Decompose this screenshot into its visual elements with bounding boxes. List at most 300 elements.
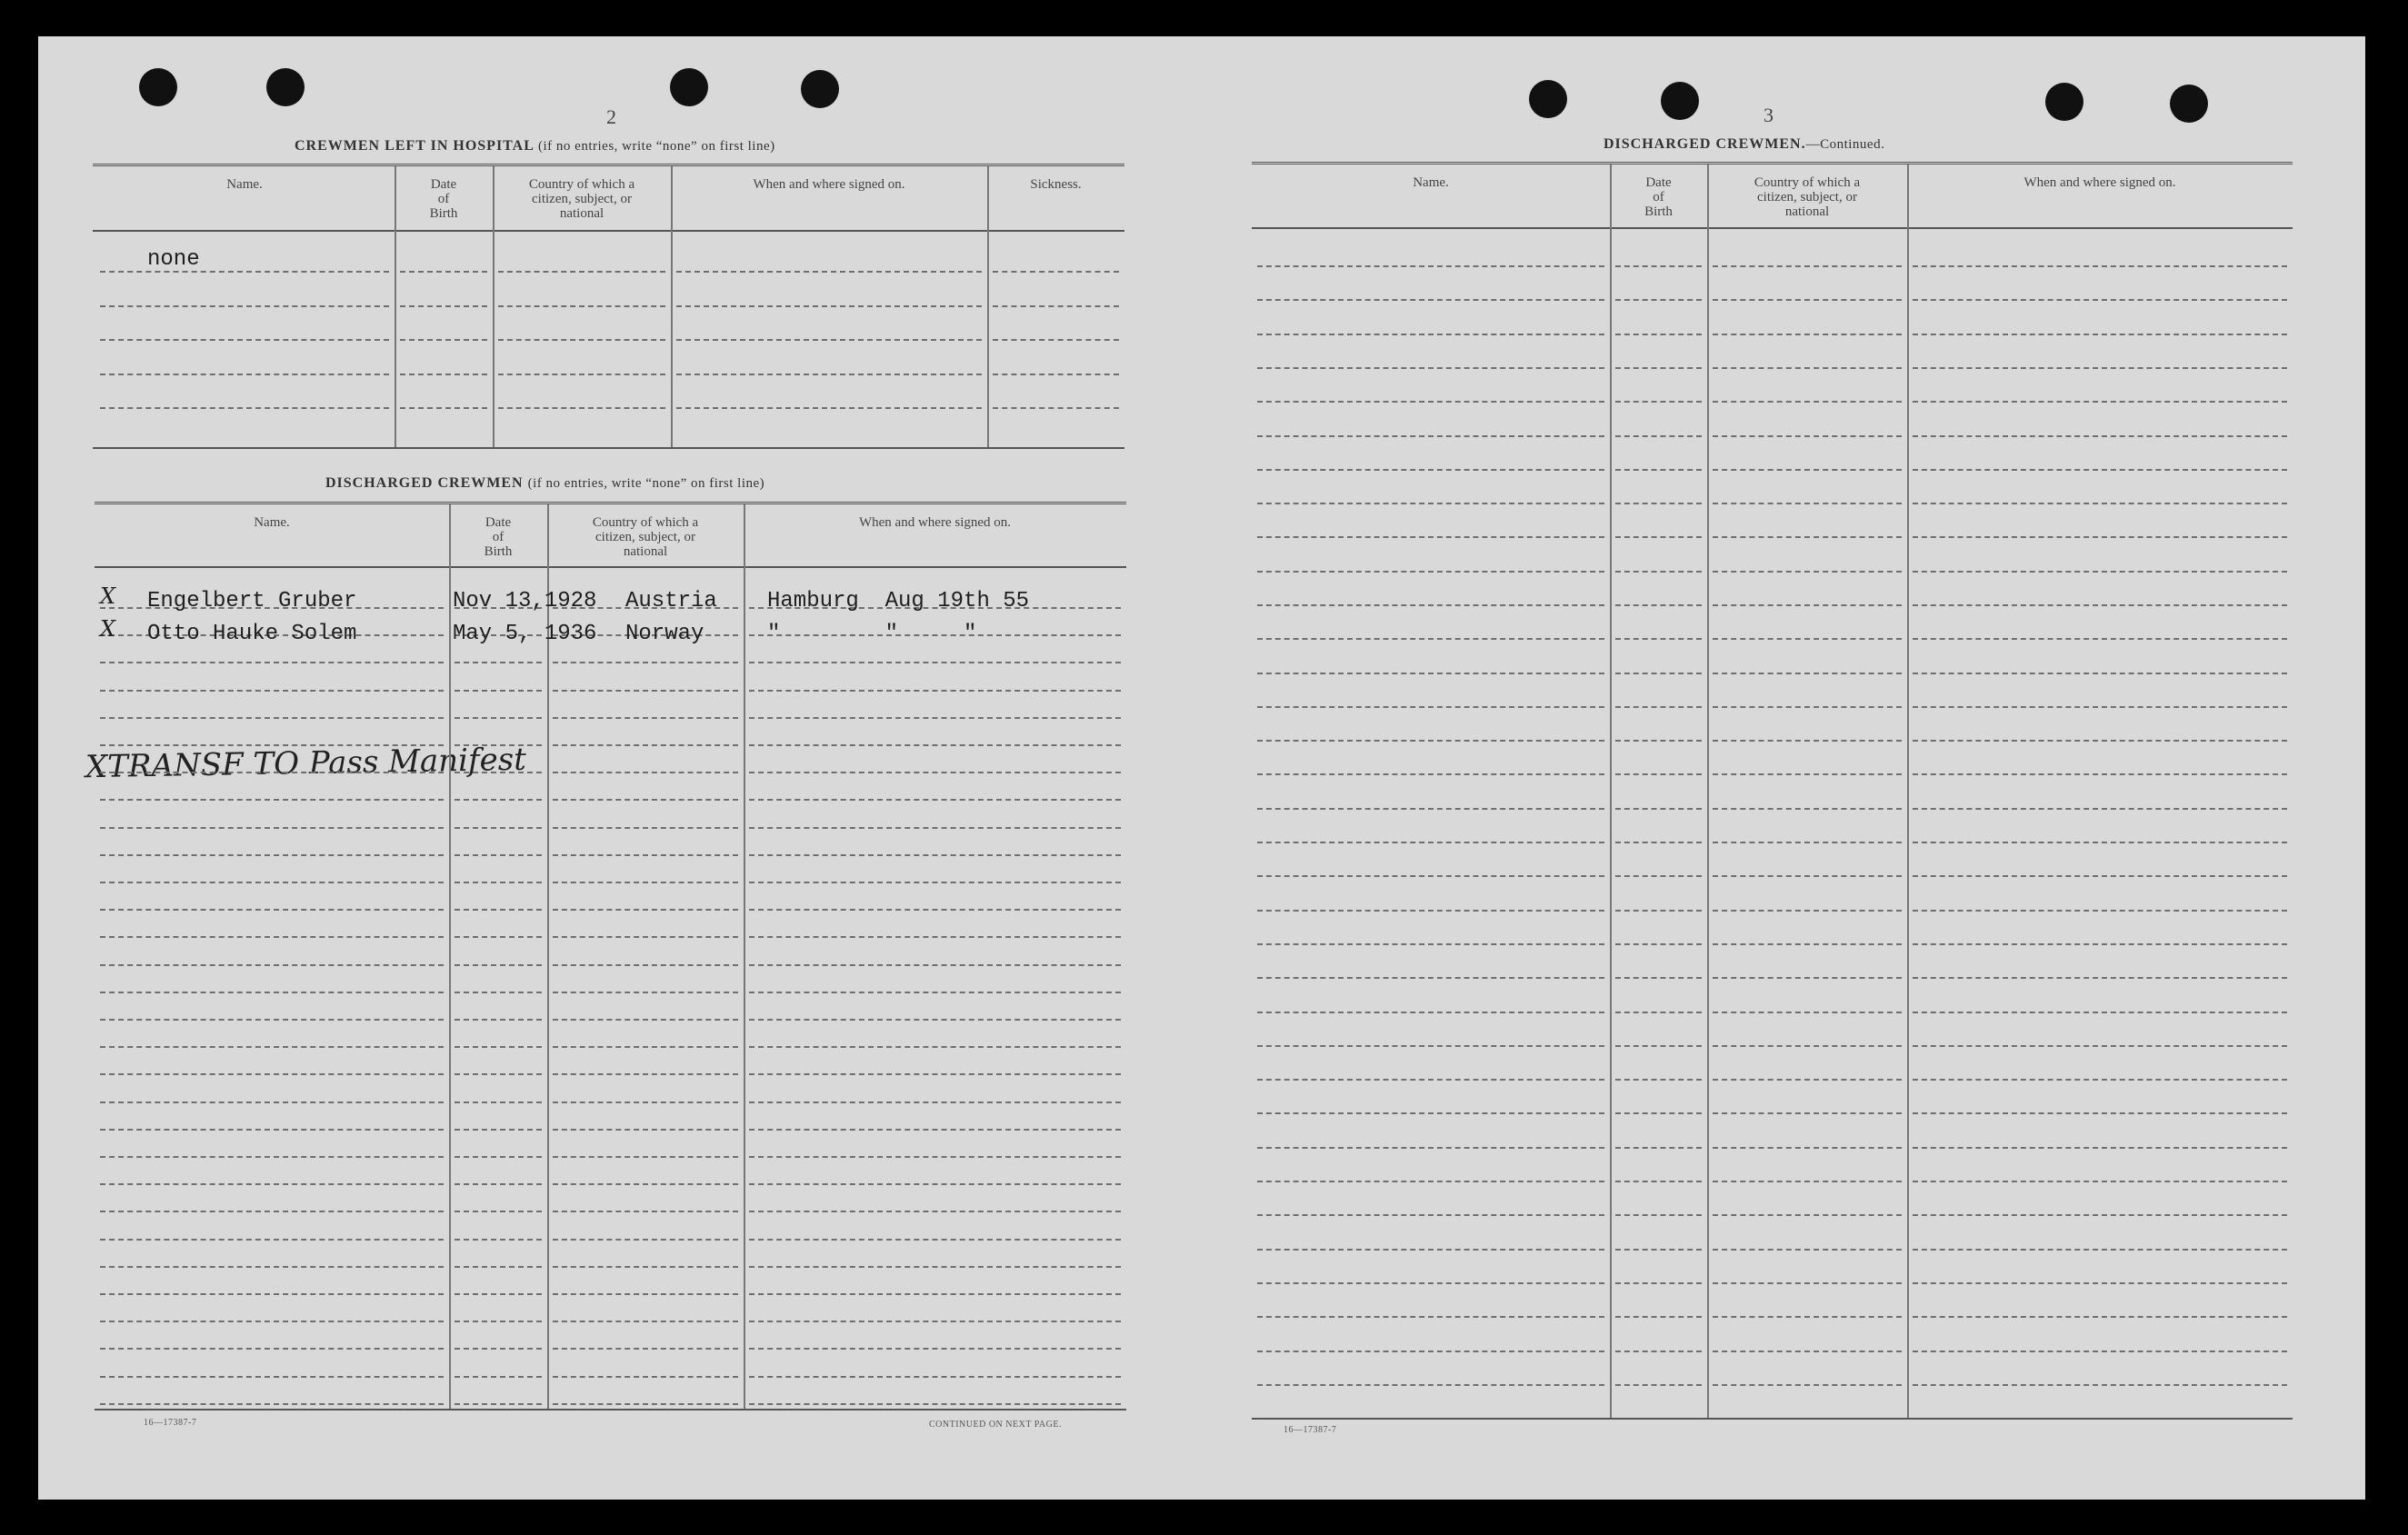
punch-hole [1529,80,1567,118]
ruled-line [1615,943,1702,945]
ruled-line [1713,706,1902,708]
ruled-line [1615,604,1702,606]
ruled-line [1257,1351,1604,1352]
ruled-line [1615,1384,1702,1386]
ruled-line [749,1403,1121,1405]
crew-name: Engelbert Gruber [147,589,357,613]
ruled-line [1257,1249,1604,1251]
ruled-line [749,827,1121,829]
ruled-line [749,1156,1121,1158]
ruled-line [1713,571,1902,573]
ruled-line [553,799,738,801]
hospital-entry-none: none [147,247,200,272]
ruled-line [455,936,542,938]
ruled-line [553,772,738,773]
ruled-line [1257,773,1604,775]
ruled-line [400,374,487,375]
ruled-line [749,662,1121,663]
ruled-line [1615,1282,1702,1284]
ruled-line [1615,842,1702,843]
column-divider [449,504,451,1409]
crew-name: Otto Hauke Solem [147,622,357,646]
ruled-line [676,339,982,341]
ruled-line [1713,1079,1902,1081]
ruled-line [1713,435,1902,437]
ruled-line [1615,1181,1702,1182]
column-header: Sickness. [1030,177,1082,192]
punch-hole [2045,83,2083,121]
ruled-line [749,1321,1121,1322]
discharged-section-title [325,475,764,492]
ruled-line [100,854,444,856]
ruled-line [749,909,1121,911]
ruled-line [1615,536,1702,538]
table-bottom-rule [1252,1418,2293,1420]
ruled-line [1713,943,1902,945]
punch-hole [2170,85,2208,123]
ruled-line [553,992,738,993]
crew-date-of-birth: Nov 13,1928 [453,589,597,613]
ruled-line [553,744,738,746]
ruled-line [1257,1181,1604,1182]
ruled-line [100,662,444,663]
ruled-line [100,772,444,773]
ruled-line [400,305,487,307]
ruled-line [1257,1147,1604,1149]
ruled-line [1257,571,1604,573]
continued-note: CONTINUED ON NEXT PAGE. [929,1420,1062,1430]
header-bottom-rule [95,566,1126,568]
ruled-line [553,1321,738,1322]
ruled-line [1257,638,1604,640]
ruled-line [100,717,444,719]
ruled-line [455,1321,542,1322]
ruled-line [455,854,542,856]
ruled-line [553,1073,738,1075]
ruled-line [553,1019,738,1021]
ruled-line [553,662,738,663]
ruled-line [100,992,444,993]
ruled-line [1913,910,2287,912]
ruled-line [455,1211,542,1212]
ruled-line [1913,773,2287,775]
ruled-line [749,964,1121,966]
ruled-line [455,662,542,663]
ruled-line [1257,875,1604,877]
ruled-line [100,271,389,273]
ruled-line [1615,299,1702,301]
ruled-line [1713,977,1902,979]
ruled-line [1257,1316,1604,1318]
ruled-line [553,882,738,883]
ruled-line [553,1348,738,1350]
ruled-line [455,964,542,966]
ruled-line [455,827,542,829]
column-header: Country of which a citizen, subject, or national [528,177,635,221]
ruled-line [993,339,1119,341]
ruled-line [1713,773,1902,775]
ruled-line [1713,1147,1902,1149]
ruled-line [1713,1112,1902,1114]
ruled-line [1913,1045,2287,1047]
ruled-line [749,936,1121,938]
ruled-line [100,1211,444,1212]
continued-suffix: —Continued. [1805,137,1885,152]
ruled-line [1257,1214,1604,1216]
ruled-line [1713,1249,1902,1251]
ruled-line [553,827,738,829]
ruled-line [1257,1012,1604,1013]
ruled-line [1615,706,1702,708]
ruled-line [553,1211,738,1212]
ruled-line [1615,638,1702,640]
ruled-line [1713,265,1902,267]
ruled-line [749,1239,1121,1241]
ruled-line [1615,1214,1702,1216]
ruled-line [498,271,665,273]
ruled-line [553,1129,738,1131]
ruled-line [1257,673,1604,674]
ruled-line [400,339,487,341]
ruled-line [100,799,444,801]
ruled-line [553,1156,738,1158]
ruled-line [1257,1079,1604,1081]
ruled-line [1257,536,1604,538]
ruled-line [1713,334,1902,335]
ruled-line [749,1183,1121,1185]
ruled-line [1913,1147,2287,1149]
ruled-line [100,1266,444,1268]
ruled-line [100,1101,444,1103]
ruled-line [553,1376,738,1378]
table-top-rule [1252,162,2293,164]
ruled-line [455,882,542,883]
ruled-line [1615,401,1702,403]
column-header: Name. [226,177,263,192]
ruled-line [1615,1012,1702,1013]
ruled-line [400,271,487,273]
ruled-line [455,1046,542,1048]
ruled-line [749,717,1121,719]
ruled-line [1713,536,1902,538]
ruled-line [100,964,444,966]
hospital-title: CREWMEN LEFT IN HOSPITAL [295,138,535,154]
ruled-line [400,407,487,409]
ruled-line [1615,1351,1702,1352]
ruled-line [553,1293,738,1295]
ruled-line [100,1376,444,1378]
ruled-line [1913,1351,2287,1352]
ruled-line [1713,1045,1902,1047]
ruled-line [455,1019,542,1021]
ruled-line [1615,808,1702,810]
ruled-line [100,744,444,746]
handwritten-transfer-note: XTRANSF TO Pass Manifest [85,741,527,786]
ruled-line [1713,367,1902,369]
ruled-line [100,827,444,829]
ruled-line [1257,1112,1604,1114]
ruled-line [749,744,1121,746]
ruled-line [1615,910,1702,912]
ruled-line [100,1321,444,1322]
crew-country: Austria [625,589,717,613]
ruled-line [100,1239,444,1241]
punch-hole [801,70,839,108]
ruled-line [1713,1282,1902,1284]
ruled-line [1713,875,1902,877]
ruled-line [993,305,1119,307]
ruled-line [1257,469,1604,471]
ruled-line [100,936,444,938]
ruled-line [1713,1316,1902,1318]
ruled-line [1257,706,1604,708]
table-top-rule [93,164,1124,166]
form-number: 16—17387-7 [144,1418,197,1428]
ruled-line [1257,910,1604,912]
ruled-line [749,854,1121,856]
ruled-line [553,854,738,856]
ruled-line [749,1019,1121,1021]
ruled-line [676,374,982,375]
ruled-line [100,1156,444,1158]
ruled-line [1713,299,1902,301]
ruled-line [455,717,542,719]
ruled-line [455,909,542,911]
ruled-line [1913,1384,2287,1386]
ruled-line [498,407,665,409]
ruled-line [1615,469,1702,471]
ruled-line [1913,1282,2287,1284]
ruled-line [676,305,982,307]
ruled-line [1713,503,1902,504]
ruled-line [455,1293,542,1295]
ruled-line [100,1046,444,1048]
ruled-line [100,1403,444,1405]
ruled-line [1913,367,2287,369]
ruled-line [1913,604,2287,606]
form-number: 16—17387-7 [1284,1425,1337,1435]
ruled-line [100,407,389,409]
ruled-line [1713,910,1902,912]
strike-mark: X [100,616,116,642]
ruled-line [1257,299,1604,301]
ruled-line [993,407,1119,409]
ruled-line [100,909,444,911]
hospital-note: (if no entries, write “none” on first line) [538,139,775,154]
column-header: Country of which a citizen, subject, or national [1754,175,1861,219]
punch-hole [670,68,708,106]
ruled-line [1913,673,2287,674]
ruled-line [1615,367,1702,369]
ruled-line [498,305,665,307]
ruled-line [749,1101,1121,1103]
discharged-continued-title [1604,136,1884,153]
column-divider [671,166,673,447]
ruled-line [1713,842,1902,843]
table-top-rule [95,502,1126,504]
page-number: 2 [606,105,616,128]
ruled-line [1257,1384,1604,1386]
discharged-title: DISCHARGED CREWMEN [325,475,524,491]
ruled-line [1913,977,2287,979]
ruled-line [498,339,665,341]
ruled-line [1615,265,1702,267]
ruled-line [676,407,982,409]
ruled-line [1913,1112,2287,1114]
ruled-line [553,936,738,938]
ruled-line [993,374,1119,375]
ruled-line [100,1293,444,1295]
ruled-line [1913,1181,2287,1182]
ruled-line [1713,808,1902,810]
ruled-line [1257,604,1604,606]
ruled-line [1713,1012,1902,1013]
ruled-line [1713,604,1902,606]
ruled-line [1615,334,1702,335]
ruled-line [1615,740,1702,742]
crew-country: Norway [625,622,704,646]
ruled-line [100,1129,444,1131]
ruled-line [1615,1112,1702,1114]
manifest-sheet [38,36,2365,1500]
ruled-line [749,1211,1121,1212]
ruled-line [1913,571,2287,573]
ruled-line [1913,875,2287,877]
ruled-line [100,1348,444,1350]
ruled-line [1615,1249,1702,1251]
column-header: Name. [1413,175,1449,190]
column-header: When and where signed on. [753,177,905,192]
ruled-line [1615,1316,1702,1318]
ruled-line [1913,503,2287,504]
ruled-line [100,690,444,692]
ruled-line [553,1183,738,1185]
ruled-line [749,1293,1121,1295]
ruled-line [455,1266,542,1268]
ruled-line [1615,875,1702,877]
ruled-line [1257,265,1604,267]
ruled-line [749,1266,1121,1268]
ruled-line [1913,1012,2287,1013]
ruled-line [1913,536,2287,538]
ruled-line [1615,1045,1702,1047]
ruled-line [1913,1214,2287,1216]
ruled-line [1615,977,1702,979]
ruled-line [749,1348,1121,1350]
ruled-line [1913,1249,2287,1251]
column-header: Name. [254,515,290,530]
ruled-line [1913,1316,2287,1318]
ruled-line [749,690,1121,692]
ruled-line [1713,1181,1902,1182]
ruled-line [1713,469,1902,471]
ruled-line [100,339,389,341]
ruled-line [1913,706,2287,708]
ruled-line [749,772,1121,773]
ruled-line [1913,842,2287,843]
ruled-line [1913,265,2287,267]
ruled-line [1913,638,2287,640]
ruled-line [1713,1384,1902,1386]
ruled-line [1713,638,1902,640]
ruled-line [455,1101,542,1103]
ruled-line [455,1183,542,1185]
discharged-title: DISCHARGED CREWMEN. [1604,136,1806,152]
ruled-line [1913,401,2287,403]
ruled-line [1713,1214,1902,1216]
table-bottom-rule [95,1409,1126,1410]
ruled-line [1257,367,1604,369]
column-divider [1707,164,1709,1418]
ruled-line [1615,673,1702,674]
ruled-line [498,374,665,375]
ruled-line [1913,469,2287,471]
crew-date-of-birth: May 5, 1936 [453,622,597,646]
header-bottom-rule [93,230,1124,232]
column-header: When and where signed on. [858,515,1012,530]
ruled-line [100,374,389,375]
ruled-line [749,1376,1121,1378]
punch-hole [139,68,177,106]
page-number: 3 [1764,104,1774,126]
ruled-line [1615,1079,1702,1081]
ruled-line [749,1073,1121,1075]
ruled-line [455,744,542,746]
ruled-line [455,1129,542,1131]
ruled-line [1713,673,1902,674]
ruled-line [100,305,389,307]
ruled-line [100,1073,444,1075]
ruled-line [1257,401,1604,403]
ruled-line [1257,977,1604,979]
ruled-line [1257,1282,1604,1284]
ruled-line [553,1239,738,1241]
ruled-line [553,690,738,692]
column-header: Date of Birth [1644,175,1673,219]
header-bottom-rule [1252,227,2293,229]
ruled-line [1257,740,1604,742]
ruled-line [455,690,542,692]
crew-signed-on: Hamburg Aug 19th 55 [767,589,1030,613]
ruled-line [1615,435,1702,437]
column-header: Date of Birth [429,177,458,221]
ruled-line [553,1046,738,1048]
ruled-line [749,799,1121,801]
ruled-line [1913,943,2287,945]
ruled-line [676,271,982,273]
ruled-line [1615,503,1702,504]
ruled-line [1257,503,1604,504]
ruled-line [455,1156,542,1158]
ruled-line [1257,334,1604,335]
ruled-line [1713,401,1902,403]
ruled-line [100,1183,444,1185]
ruled-line [100,882,444,883]
ruled-line [100,1019,444,1021]
ruled-line [1913,808,2287,810]
column-divider [1907,164,1909,1418]
ruled-line [553,1403,738,1405]
ruled-line [749,882,1121,883]
ruled-line [1257,842,1604,843]
ruled-line [455,1348,542,1350]
ruled-line [1913,740,2287,742]
ruled-line [455,992,542,993]
ruled-line [1913,1079,2287,1081]
discharged-note: (if no entries, write “none” on first line) [527,476,765,491]
ruled-line [553,964,738,966]
ruled-line [455,772,542,773]
